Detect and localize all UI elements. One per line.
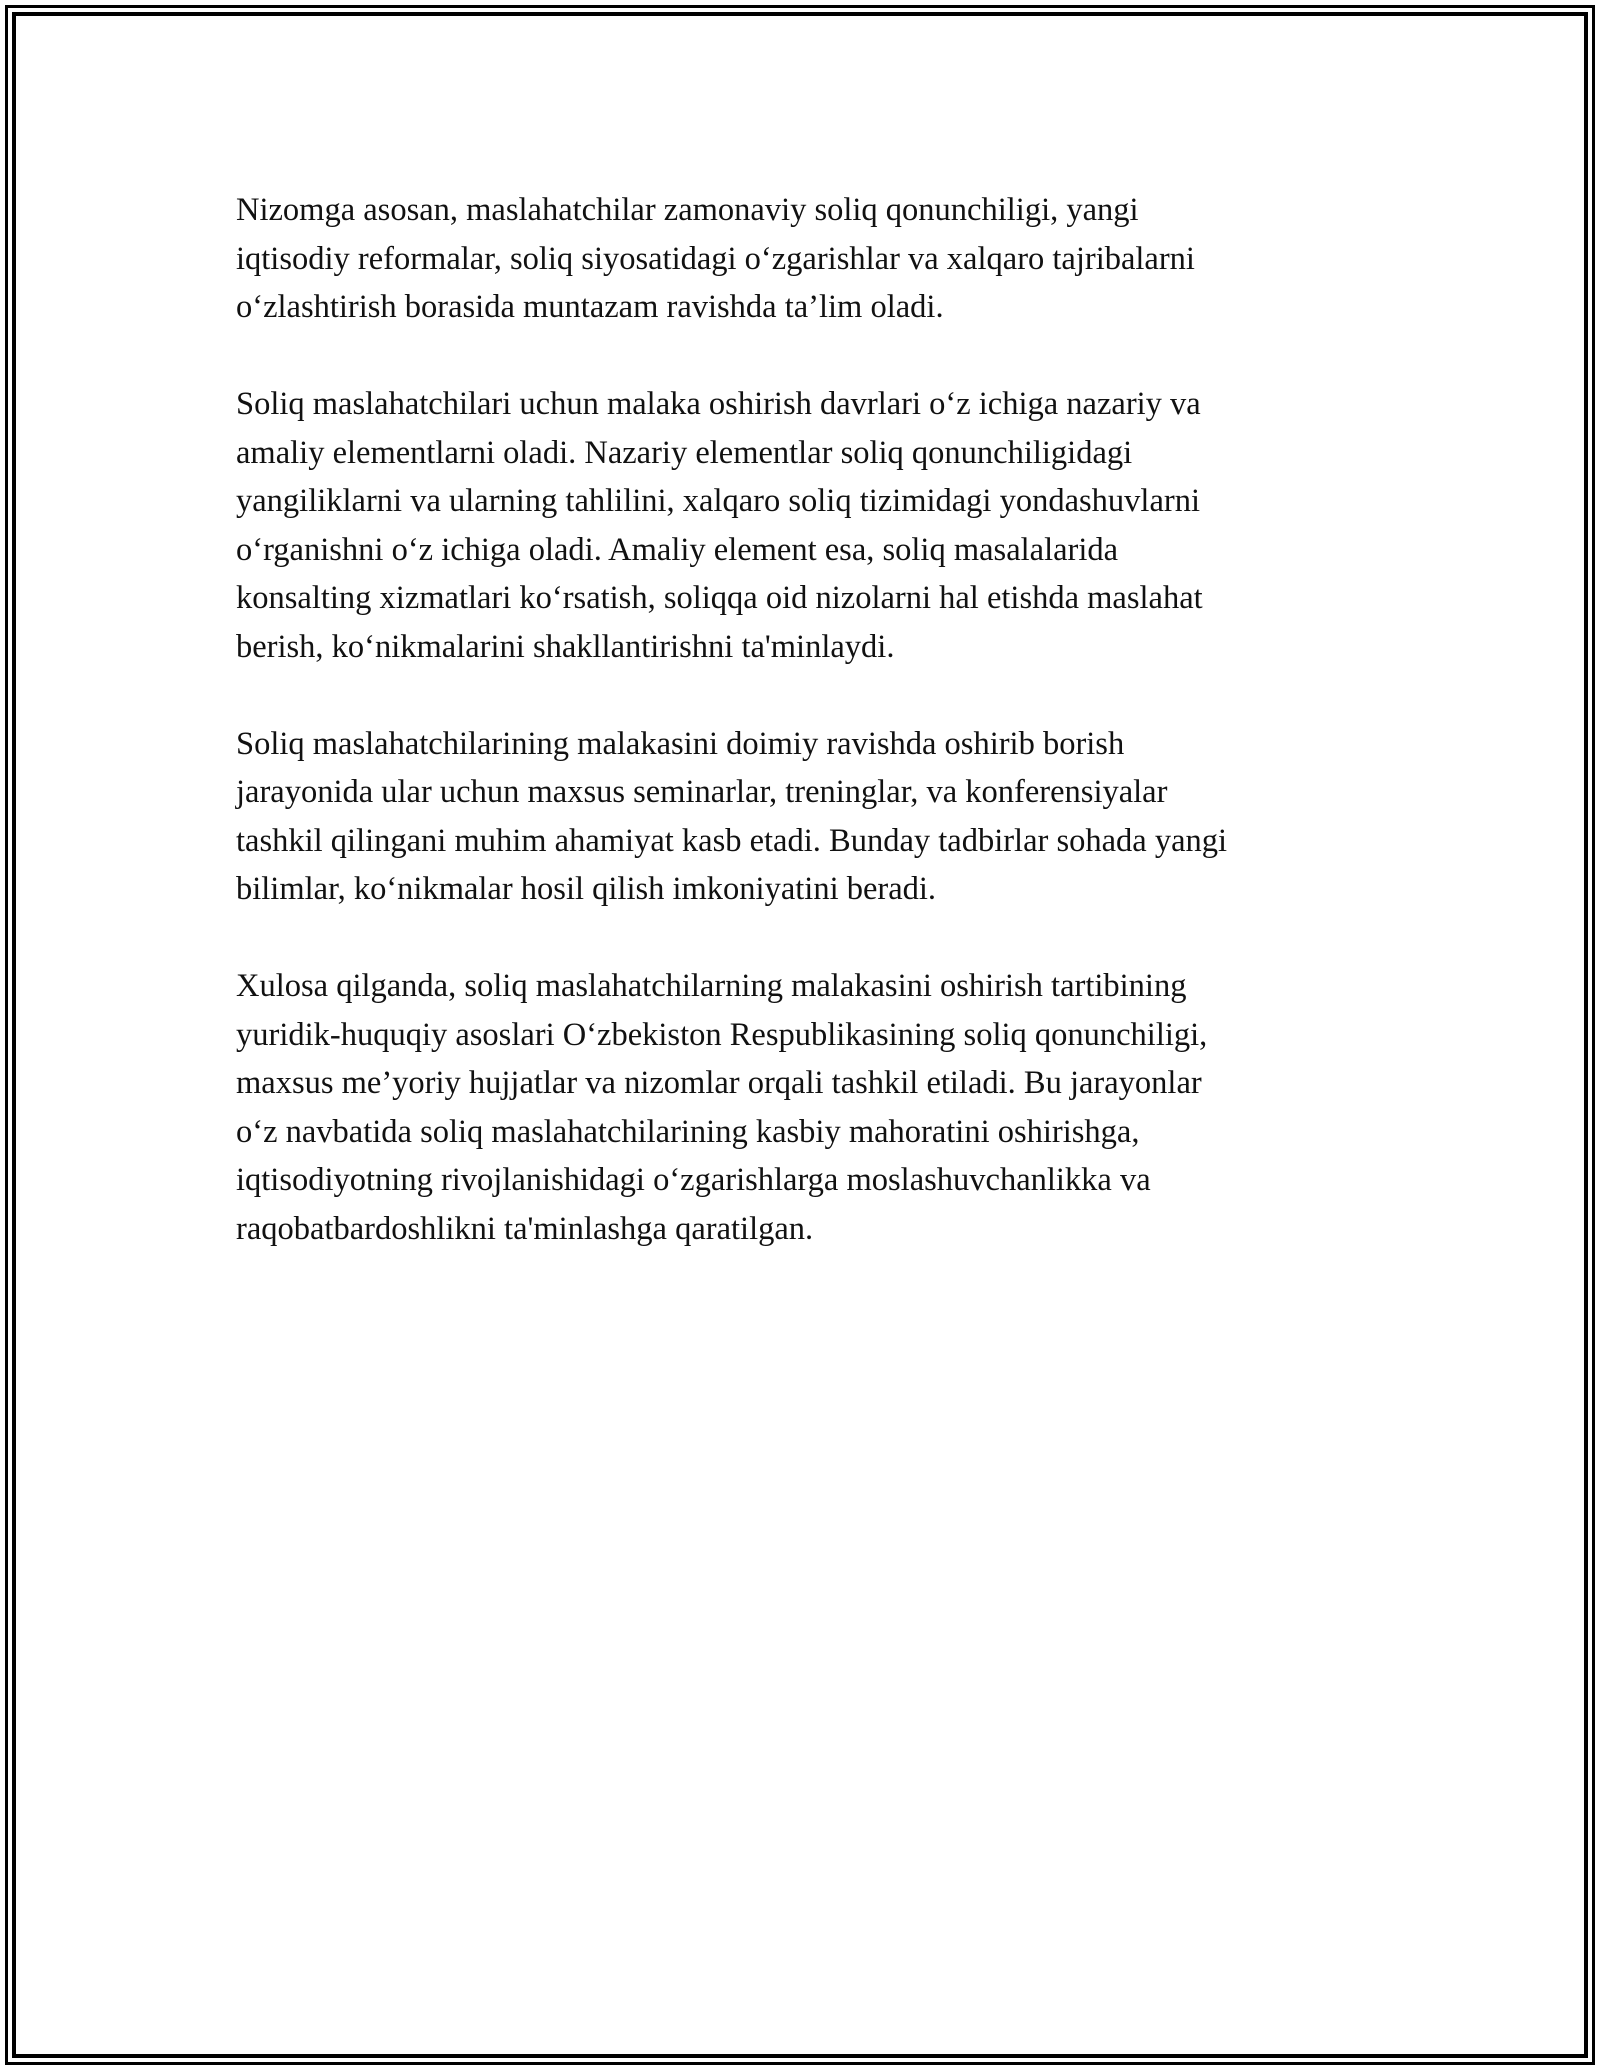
paragraph-3 [236, 720, 1376, 914]
text-line: konsalting xizmatlari ko‘rsatish, soliqqa oid nizolarni hal etishda maslahat [236, 580, 1203, 616]
text-line: bilimlar, ko‘nikmalar hosil qilish imkoniyatini beradi. [236, 871, 937, 907]
text-line: amaliy elementlarni oladi. Nazariy elementlar soliq qonunchiligidagi [236, 434, 1133, 471]
text-line: berish, ko‘nikmalarini shakllantirishni ta'minlaydi. [236, 628, 895, 665]
text-line: iqtisodiyotning rivojlanishidagi o‘zgarishlarga moslashuvchanlikka va [236, 1162, 1151, 1198]
text-line: o‘rganishni o‘z ichiga oladi. Amaliy element esa, soliq masalalarida [236, 531, 1119, 568]
text-line: o‘z navbatida soliq maslahatchilarining kasbiy mahoratini oshirishga, [236, 1113, 1140, 1150]
document-body [236, 186, 1376, 1302]
text-line: Soliq maslahatchilari uchun malaka oshirish davrlari o‘z ichiga nazariy va [236, 386, 1201, 422]
text-line: o‘zlashtirish borasida muntazam ravishda ta’lim oladi. [236, 289, 944, 325]
paragraph-2 [236, 380, 1376, 671]
text-line: tashkil qilingani muhim ahamiyat kasb etadi. Bunday tadbirlar sohada yangi [236, 822, 1228, 859]
text-line: Nizomga asosan, maslahatchilar zamonaviy soliq qonunchiligi, yangi [236, 192, 1139, 228]
paragraph-1 [236, 186, 1376, 332]
text-line: iqtisodiy reformalar, soliq siyosatidagi o‘zgarishlar va xalqaro tajribalarni [236, 240, 1195, 277]
text-line: raqobatbardoshlikni ta'minlashga qaratilgan. [236, 1210, 814, 1247]
paragraph-4 [236, 962, 1376, 1253]
text-line: jarayonida ular uchun maxsus seminarlar, treninglar, va konferensiyalar [236, 774, 1168, 810]
text-line: yuridik-huquqiy asoslari O‘zbekiston Respublikasining soliq qonunchiligi, [236, 1016, 1208, 1053]
text-line: yangiliklarni va ularning tahlilini, xalqaro soliq tizimidagi yondashuvlarni [236, 483, 1200, 519]
text-line: maxsus me’yoriy hujjatlar va nizomlar orqali tashkil etiladi. Bu jarayonlar [236, 1065, 1202, 1101]
text-line: Xulosa qilganda, soliq maslahatchilarning malakasini oshirish tartibining [236, 968, 1187, 1004]
text-line: Soliq maslahatchilarining malakasini doimiy ravishda oshirib borish [236, 725, 1125, 762]
